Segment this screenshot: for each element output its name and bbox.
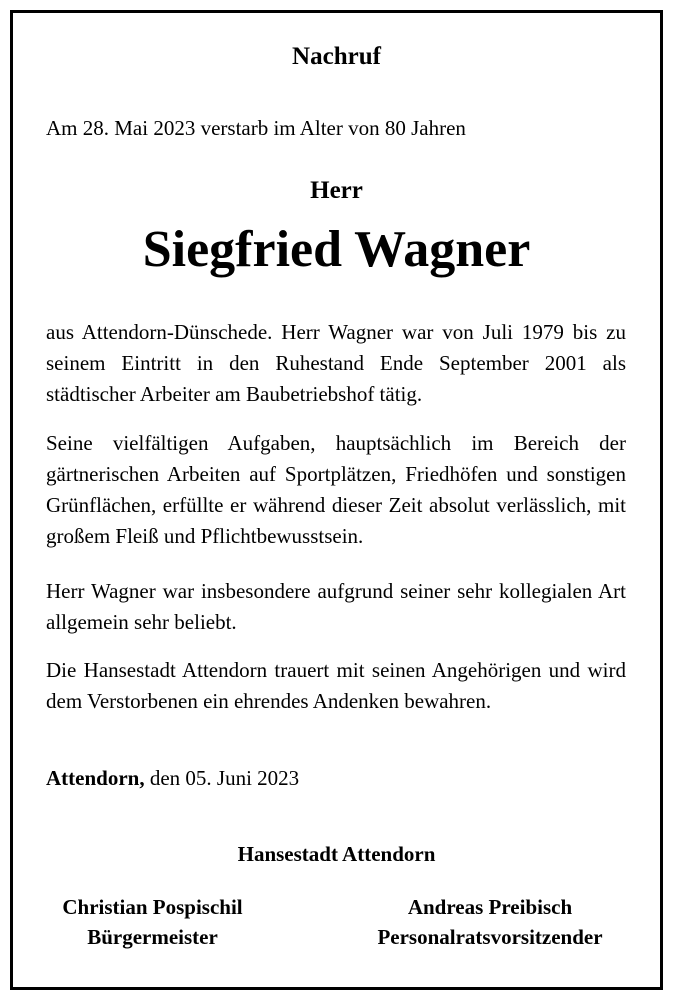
salutation: Herr xyxy=(310,177,363,204)
notice-title: Nachruf xyxy=(292,43,381,70)
paragraph-condolence: Die Hansestadt Attendorn trauert mit seinen Angehörigen und wird dem Verstorbenen ein ehrendes Andenken bewahren. xyxy=(46,658,626,713)
signatory-name: Andreas Preibisch xyxy=(407,895,573,919)
paragraph-character: Herr Wagner war insbesondere aufgrund seiner sehr kollegialen Art allgemein sehr beliebt. xyxy=(46,579,626,634)
signatory-mayor xyxy=(30,892,275,952)
deceased-name: Siegfried Wagner xyxy=(142,221,531,278)
signatory-role: Personalratsvorsitzender xyxy=(377,925,603,949)
signatory-staff-council xyxy=(350,892,630,952)
paragraph-duties: Seine vielfältigen Aufgaben, hauptsächlich im Bereich der gärtnerischen Arbeiten auf Sportplätzen, Friedhöfen und sonstigen Grünflächen, erfüllte er während dieser Zeit absolut verlässlich, mit großem Fleiß und Pflichtbewusstsein. xyxy=(46,431,626,548)
notice-intro: Am 28. Mai 2023 verstarb im Alter von 80 Jahren xyxy=(46,116,466,140)
date: den 05. Juni 2023 xyxy=(149,766,300,790)
place-date-line xyxy=(46,764,626,792)
place: Attendorn, xyxy=(46,766,145,790)
signatory-name: Christian Pospischil xyxy=(62,895,243,919)
signatory-role: Bürgermeister xyxy=(87,925,218,949)
paragraph-career: aus Attendorn-Dünschede. Herr Wagner war von Juli 1979 bis zu seinem Eintritt in den Ruhestand Ende September 2001 als städtischer Arbeiter am Baubetriebshof tätig. xyxy=(46,320,626,406)
organization-name: Hansestadt Attendorn xyxy=(237,842,436,866)
